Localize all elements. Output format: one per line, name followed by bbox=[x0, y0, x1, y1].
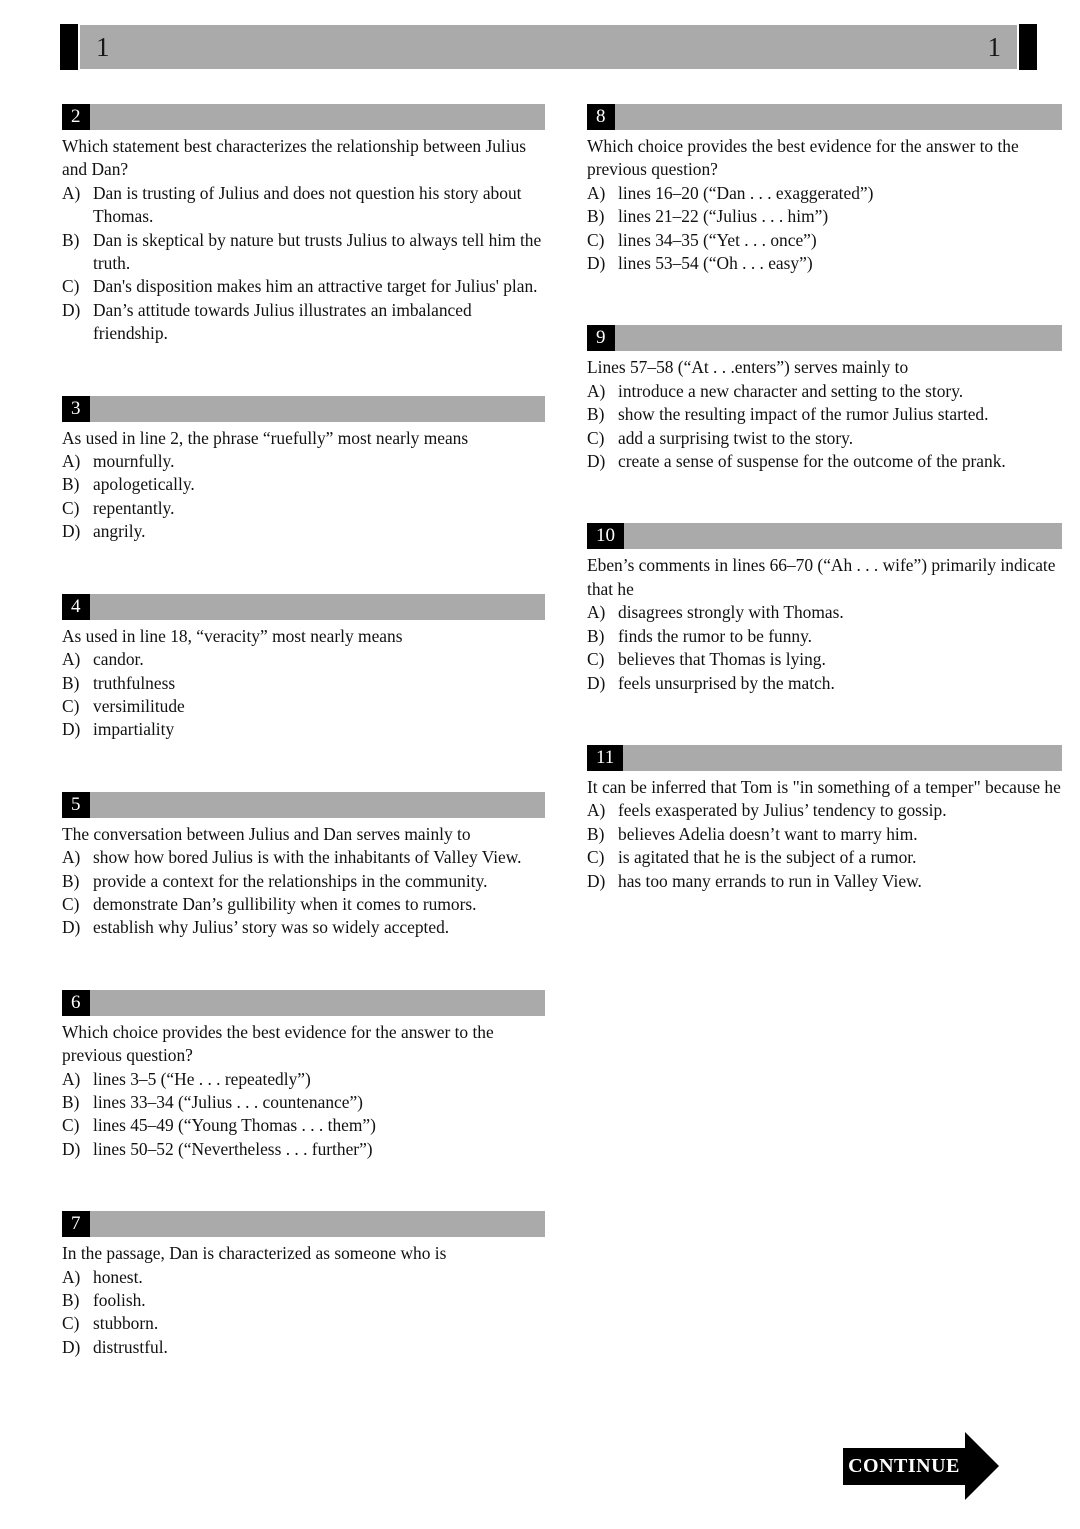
choice-letter: A) bbox=[62, 451, 81, 472]
question-stem: Lines 57–58 (“At . . .enters”) serves mainly to bbox=[587, 357, 909, 378]
choice-letter: A) bbox=[62, 847, 81, 868]
choice-text: lines 3–5 (“He . . . repeatedly”) bbox=[93, 1068, 311, 1089]
choice-text: stubborn. bbox=[93, 1313, 159, 1334]
question-number-tab: 8 bbox=[587, 104, 615, 130]
question-header bbox=[62, 1211, 545, 1237]
continue-label: CONTINUE bbox=[848, 1454, 960, 1477]
choice-list bbox=[587, 380, 1062, 474]
choice-letter: D) bbox=[62, 1138, 81, 1159]
choice-text: lines 34–35 (“Yet . . . once”) bbox=[618, 229, 817, 250]
choice-text: Dan's disposition makes him an attractive target for Julius' plan. bbox=[93, 276, 538, 297]
choice-text: introduce a new character and setting to the story. bbox=[618, 380, 964, 401]
question-stem: Eben’s comments in lines 66–70 (“Ah . . . wife”) primarily indicate that he bbox=[587, 555, 1056, 599]
choice-text: lines 50–52 (“Nevertheless . . . further”) bbox=[93, 1138, 373, 1159]
question-header bbox=[62, 104, 545, 130]
answer-choice bbox=[62, 672, 545, 695]
choice-letter: C) bbox=[62, 1115, 80, 1136]
choice-text: mournfully. bbox=[93, 451, 175, 472]
choice-list bbox=[62, 648, 545, 742]
question-number-tab: 2 bbox=[62, 104, 90, 130]
answer-choice bbox=[587, 229, 1062, 252]
answer-choice bbox=[587, 427, 1062, 450]
answer-choice bbox=[62, 1266, 545, 1289]
question-block bbox=[587, 104, 1062, 275]
choice-letter: A) bbox=[587, 602, 606, 623]
choice-letter: B) bbox=[62, 1290, 80, 1310]
question-block bbox=[62, 990, 545, 1161]
choice-text: finds the rumor to be funny. bbox=[618, 625, 812, 646]
question-stem: It can be inferred that Tom is "in something of a temper" because he bbox=[587, 776, 1061, 797]
question-header-bar bbox=[90, 990, 546, 1016]
question-header-bar bbox=[90, 792, 546, 818]
choice-text: Dan is trusting of Julius and does not question his story about Thomas. bbox=[93, 182, 522, 227]
choice-list bbox=[62, 450, 545, 544]
choice-text: foolish. bbox=[93, 1290, 146, 1310]
choice-text: add a surprising twist to the story. bbox=[618, 427, 854, 448]
answer-choice bbox=[587, 403, 1062, 426]
choice-letter: B) bbox=[587, 625, 605, 646]
choice-letter: D) bbox=[62, 521, 81, 542]
question-header bbox=[62, 990, 545, 1016]
choice-text: impartiality bbox=[93, 719, 175, 740]
choice-text: believes that Thomas is lying. bbox=[618, 649, 826, 670]
question-block bbox=[587, 745, 1062, 893]
choice-text: versimilitude bbox=[93, 695, 185, 716]
question-number-tab: 11 bbox=[587, 745, 623, 771]
continue-arrow bbox=[843, 1432, 999, 1500]
choice-letter: B) bbox=[587, 206, 605, 227]
answer-choice bbox=[62, 718, 545, 741]
section-number-left: 1 bbox=[96, 31, 110, 62]
choice-list bbox=[587, 182, 1062, 276]
question-stem: In the passage, Dan is characterized as someone who is bbox=[62, 1243, 447, 1264]
choice-letter: B) bbox=[62, 870, 80, 891]
choice-letter: B) bbox=[587, 404, 605, 425]
choice-list bbox=[587, 799, 1062, 893]
question-stem: Which statement best characterizes the relationship between Julius and Dan? bbox=[62, 136, 527, 180]
answer-choice bbox=[587, 625, 1062, 648]
question-number-tab: 5 bbox=[62, 792, 90, 818]
choice-list bbox=[62, 1068, 545, 1162]
answer-choice bbox=[62, 1336, 545, 1359]
question-header bbox=[587, 523, 1062, 549]
answer-choice bbox=[62, 497, 545, 520]
choice-letter: B) bbox=[62, 229, 80, 250]
choice-letter: D) bbox=[587, 451, 606, 472]
choice-letter: A) bbox=[62, 1068, 81, 1089]
question-block bbox=[587, 523, 1062, 694]
choice-text: lines 53–54 (“Oh . . . easy”) bbox=[618, 253, 813, 274]
choice-letter: B) bbox=[62, 672, 80, 693]
question-header-bar bbox=[615, 325, 1063, 351]
question-header bbox=[62, 594, 545, 620]
question-block bbox=[587, 325, 1062, 473]
question-header-bar bbox=[90, 1211, 546, 1237]
question-number-tab: 6 bbox=[62, 990, 90, 1016]
question-number-tab: 9 bbox=[587, 325, 615, 351]
choice-text: apologetically. bbox=[93, 474, 195, 495]
answer-choice bbox=[587, 672, 1062, 695]
choice-text: Dan’s attitude towards Julius illustrates an imbalanced friendship. bbox=[93, 299, 472, 344]
question-header bbox=[587, 325, 1062, 351]
choice-text: honest. bbox=[93, 1266, 143, 1287]
question-header bbox=[587, 745, 1062, 771]
choice-list bbox=[587, 601, 1062, 695]
answer-choice bbox=[62, 520, 545, 543]
answer-choice bbox=[62, 916, 545, 939]
corner-block-right bbox=[1019, 24, 1037, 70]
answer-choice bbox=[62, 473, 545, 496]
choice-letter: D) bbox=[62, 299, 81, 320]
choice-text: disagrees strongly with Thomas. bbox=[618, 602, 844, 623]
question-header bbox=[62, 792, 545, 818]
choice-text: repentantly. bbox=[93, 497, 175, 518]
question-header-bar bbox=[90, 104, 546, 130]
choice-letter: D) bbox=[62, 719, 81, 740]
answer-choice bbox=[62, 1312, 545, 1335]
answer-choice bbox=[587, 182, 1062, 205]
answer-choice bbox=[62, 1289, 545, 1312]
choice-text: provide a context for the relationships in the community. bbox=[93, 870, 488, 891]
question-stem: The conversation between Julius and Dan serves mainly to bbox=[62, 823, 471, 844]
choice-text: demonstrate Dan’s gullibility when it comes to rumors. bbox=[93, 893, 477, 914]
answer-choice bbox=[62, 229, 545, 276]
answer-choice bbox=[62, 648, 545, 671]
question-stem: As used in line 18, “veracity” most nearly means bbox=[62, 625, 403, 646]
choice-text: distrustful. bbox=[93, 1336, 168, 1357]
choice-text: lines 21–22 (“Julius . . . him”) bbox=[618, 206, 829, 227]
answer-choice bbox=[587, 823, 1062, 846]
answer-choice bbox=[62, 1138, 545, 1161]
choice-letter: B) bbox=[62, 474, 80, 495]
choice-letter: C) bbox=[62, 276, 80, 297]
choice-text: angrily. bbox=[93, 521, 146, 542]
answer-choice bbox=[62, 846, 545, 869]
choice-text: establish why Julius’ story was so widely accepted. bbox=[93, 917, 450, 938]
answer-choice bbox=[587, 205, 1062, 228]
header-bar bbox=[80, 25, 1017, 69]
right-column bbox=[587, 104, 1062, 943]
choice-text: create a sense of suspense for the outcome of the prank. bbox=[618, 451, 1006, 472]
question-number-tab: 3 bbox=[62, 396, 90, 422]
choice-letter: C) bbox=[62, 893, 80, 914]
question-block bbox=[62, 104, 545, 346]
choice-text: feels exasperated by Julius’ tendency to gossip. bbox=[618, 800, 947, 821]
answer-choice bbox=[62, 275, 545, 298]
left-column bbox=[62, 104, 545, 1409]
choice-letter: D) bbox=[587, 253, 606, 274]
corner-block-left bbox=[60, 24, 78, 70]
choice-text: lines 45–49 (“Young Thomas . . . them”) bbox=[93, 1115, 376, 1136]
choice-letter: A) bbox=[62, 182, 81, 203]
answer-choice bbox=[62, 450, 545, 473]
choice-list bbox=[62, 846, 545, 940]
question-stem: Which choice provides the best evidence for the answer to the previous question? bbox=[587, 136, 1019, 180]
section-number-right: 1 bbox=[987, 31, 1001, 62]
answer-choice bbox=[62, 299, 545, 346]
choice-letter: C) bbox=[587, 427, 605, 448]
answer-choice bbox=[62, 182, 545, 229]
choice-letter: A) bbox=[62, 649, 81, 670]
choice-letter: C) bbox=[62, 695, 80, 716]
choice-letter: D) bbox=[587, 672, 606, 693]
choice-text: Dan is skeptical by nature but trusts Julius to always tell him the truth. bbox=[93, 229, 542, 274]
choice-letter: B) bbox=[587, 823, 605, 844]
choice-letter: C) bbox=[587, 847, 605, 868]
question-block bbox=[62, 792, 545, 940]
choice-text: lines 33–34 (“Julius . . . countenance”) bbox=[93, 1091, 363, 1112]
question-stem: Which choice provides the best evidence for the answer to the previous question? bbox=[62, 1021, 494, 1066]
arrow-head-icon bbox=[965, 1432, 999, 1500]
question-header-bar bbox=[623, 745, 1062, 771]
answer-choice bbox=[587, 450, 1062, 473]
choice-text: truthfulness bbox=[93, 672, 176, 693]
question-header-bar bbox=[90, 396, 546, 422]
continue-box bbox=[843, 1448, 965, 1485]
choice-letter: C) bbox=[587, 649, 605, 670]
answer-choice bbox=[587, 870, 1062, 893]
answer-choice bbox=[587, 846, 1062, 869]
choice-letter: C) bbox=[62, 497, 80, 518]
answer-choice bbox=[62, 695, 545, 718]
choice-letter: C) bbox=[62, 1313, 80, 1334]
answer-choice bbox=[587, 648, 1062, 671]
choice-letter: D) bbox=[62, 917, 81, 938]
question-number-tab: 4 bbox=[62, 594, 90, 620]
choice-letter: A) bbox=[587, 800, 606, 821]
page-header bbox=[60, 24, 1037, 70]
choice-letter: C) bbox=[587, 229, 605, 250]
answer-choice bbox=[587, 252, 1062, 275]
question-stem: As used in line 2, the phrase “ruefully” most nearly means bbox=[62, 427, 469, 448]
choice-text: show how bored Julius is with the inhabitants of Valley View. bbox=[93, 847, 522, 868]
choice-letter: B) bbox=[62, 1091, 80, 1112]
question-block bbox=[62, 396, 545, 544]
answer-choice bbox=[62, 1068, 545, 1091]
choice-letter: A) bbox=[587, 182, 606, 203]
question-header-bar bbox=[90, 594, 546, 620]
answer-choice bbox=[587, 799, 1062, 822]
choice-letter: D) bbox=[587, 870, 606, 891]
answer-choice bbox=[62, 893, 545, 916]
answer-choice bbox=[62, 870, 545, 893]
choice-text: candor. bbox=[93, 649, 144, 670]
choice-text: has too many errands to run in Valley View. bbox=[618, 870, 922, 891]
answer-choice bbox=[62, 1114, 545, 1137]
question-header bbox=[587, 104, 1062, 130]
choice-text: show the resulting impact of the rumor Julius started. bbox=[618, 404, 989, 425]
choice-text: feels unsurprised by the match. bbox=[618, 672, 835, 693]
question-header-bar bbox=[615, 104, 1063, 130]
choice-list bbox=[62, 1266, 545, 1360]
choice-letter: A) bbox=[62, 1266, 81, 1287]
answer-choice bbox=[587, 601, 1062, 624]
choice-letter: D) bbox=[62, 1336, 81, 1357]
choice-text: lines 16–20 (“Dan . . . exaggerated”) bbox=[618, 182, 874, 203]
answer-choice bbox=[587, 380, 1062, 403]
question-header-bar bbox=[624, 523, 1062, 549]
question-number-tab: 7 bbox=[62, 1211, 90, 1237]
question-number-tab: 10 bbox=[587, 523, 624, 549]
question-block bbox=[62, 1211, 545, 1359]
question-block bbox=[62, 594, 545, 742]
choice-list bbox=[62, 182, 545, 346]
choice-text: believes Adelia doesn’t want to marry him. bbox=[618, 823, 918, 844]
choice-text: is agitated that he is the subject of a rumor. bbox=[618, 847, 917, 868]
question-header bbox=[62, 396, 545, 422]
choice-letter: A) bbox=[587, 380, 606, 401]
answer-choice bbox=[62, 1091, 545, 1114]
questions-area bbox=[62, 104, 1062, 1409]
